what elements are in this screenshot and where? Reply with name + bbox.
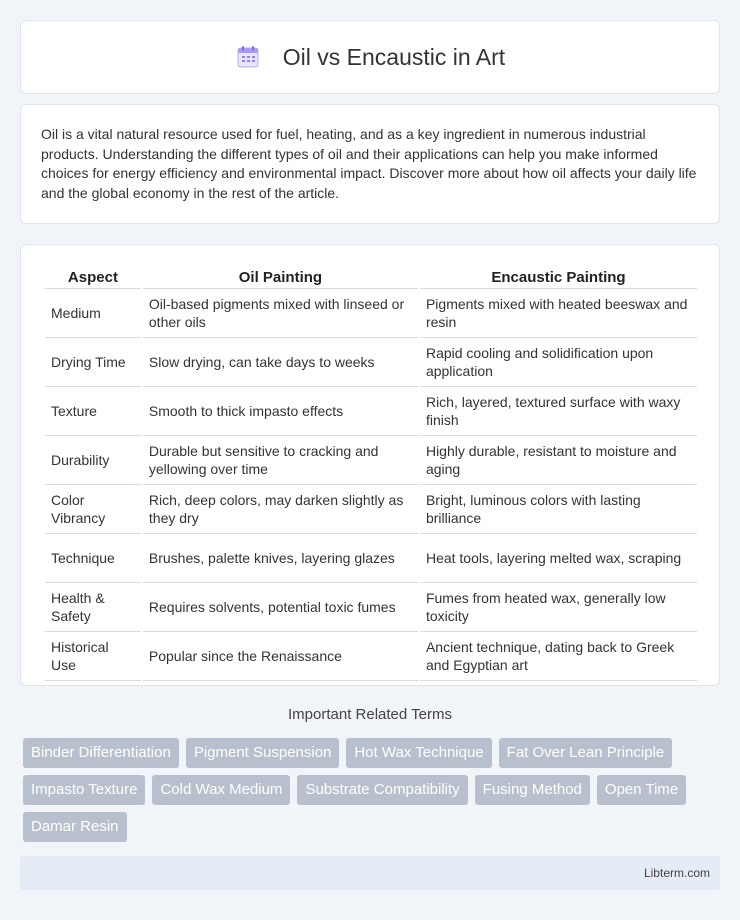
oil-cell: Slow drying, can take days to weeks xyxy=(143,338,418,387)
encaustic-cell: Fumes from heated wax, generally low toxicity xyxy=(420,583,697,632)
oil-cell: Oil-based pigments mixed with linseed or other oils xyxy=(143,289,418,338)
encaustic-cell: Highly durable, resistant to moisture and aging xyxy=(420,436,697,485)
table-row xyxy=(45,485,697,534)
term-tag[interactable]: Binder Differentiation xyxy=(23,738,179,768)
page-title: Oil vs Encaustic in Art xyxy=(282,43,506,70)
table-row xyxy=(45,338,697,387)
header-card xyxy=(20,20,720,94)
aspect-cell: Texture xyxy=(45,387,141,436)
oil-cell: Requires solvents, potential toxic fumes xyxy=(143,583,418,632)
term-tag[interactable]: Damar Resin xyxy=(23,812,127,842)
term-tag[interactable]: Substrate Compatibility xyxy=(297,775,467,805)
encaustic-cell: Rich, layered, textured surface with waxy finish xyxy=(420,387,697,436)
term-tag[interactable]: Fusing Method xyxy=(475,775,590,805)
intro-text: Oil is a vital natural resource used for fuel, heating, and as a key ingredient in numerous industrial products. Understanding the different types of oil and their applications can help you make informed choices for energy efficiency and environmental impact. Discover more about how oil affects your daily life and the global economy in the rest of the article. xyxy=(41,126,697,201)
aspect-cell: Health & Safety xyxy=(45,583,141,632)
oil-cell: Durable but sensitive to cracking and yellowing over time xyxy=(143,436,418,485)
aspect-cell: Historical Use xyxy=(45,632,141,681)
comparison-card xyxy=(20,244,720,686)
related-terms-list xyxy=(23,738,723,842)
table-row xyxy=(45,534,697,583)
table-row xyxy=(45,289,697,338)
oil-cell: Rich, deep colors, may darken slightly as they dry xyxy=(143,485,418,534)
related-terms-title: Important Related Terms xyxy=(288,706,452,723)
encaustic-cell: Ancient technique, dating back to Greek and Egyptian art xyxy=(420,632,697,681)
aspect-cell: Drying Time xyxy=(45,338,141,387)
table-row xyxy=(45,387,697,436)
table-header-row xyxy=(45,265,697,289)
oil-cell: Brushes, palette knives, layering glazes xyxy=(143,534,418,583)
encaustic-cell: Bright, luminous colors with lasting brilliance xyxy=(420,485,697,534)
column-header-encaustic: Encaustic Painting xyxy=(420,265,697,289)
term-tag[interactable]: Fat Over Lean Principle xyxy=(499,738,673,768)
comparison-table xyxy=(43,265,699,681)
footer xyxy=(20,856,720,890)
aspect-cell: Color Vibrancy xyxy=(45,485,141,534)
table-row xyxy=(45,632,697,681)
term-tag[interactable]: Hot Wax Technique xyxy=(346,738,491,768)
footer-site-link[interactable]: Libterm.com xyxy=(643,866,710,880)
aspect-cell: Durability xyxy=(45,436,141,485)
term-tag[interactable]: Cold Wax Medium xyxy=(152,775,290,805)
term-tag[interactable]: Impasto Texture xyxy=(23,775,145,805)
calendar-icon xyxy=(235,44,261,70)
encaustic-cell: Pigments mixed with heated beeswax and resin xyxy=(420,289,697,338)
column-header-oil: Oil Painting xyxy=(143,265,418,289)
intro-card xyxy=(20,104,720,224)
term-tag[interactable]: Pigment Suspension xyxy=(186,738,340,768)
oil-cell: Smooth to thick impasto effects xyxy=(143,387,418,436)
aspect-cell: Medium xyxy=(45,289,141,338)
column-header-aspect: Aspect xyxy=(45,265,141,289)
encaustic-cell: Heat tools, layering melted wax, scraping xyxy=(420,534,697,583)
oil-cell: Popular since the Renaissance xyxy=(143,632,418,681)
term-tag[interactable]: Open Time xyxy=(597,775,686,805)
table-row xyxy=(45,583,697,632)
table-row xyxy=(45,436,697,485)
encaustic-cell: Rapid cooling and solidification upon application xyxy=(420,338,697,387)
aspect-cell: Technique xyxy=(45,534,141,583)
